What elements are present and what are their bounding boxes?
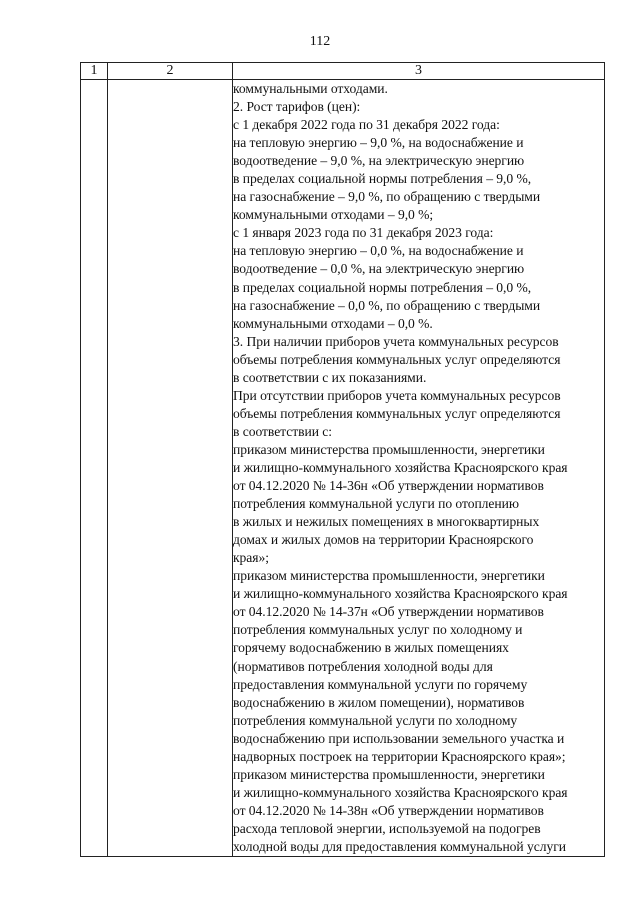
- page-number: 112: [309, 34, 331, 49]
- column-header-3: 3: [233, 63, 605, 80]
- text-line: с 1 января 2023 года по 31 декабря 2023 года:: [233, 225, 494, 241]
- text-line: приказом министерства промышленности, энергетики: [233, 568, 545, 584]
- text-line: на тепловую энергию – 0,0 %, на водоснабжение и: [233, 243, 524, 259]
- column-1-cell: [81, 80, 108, 857]
- text-line: 2. Рост тарифов (цен):: [233, 99, 361, 115]
- text-line: объемы потребления коммунальных услуг определяются: [233, 351, 561, 367]
- text-line: с 1 декабря 2022 года по 31 декабря 2022 года:: [233, 117, 500, 133]
- text-line: домах и жилых домов на территории Красноярского: [233, 532, 534, 548]
- column-header-1: 1: [81, 63, 108, 80]
- text-line: объемы потребления коммунальных услуг определяются: [233, 405, 561, 421]
- text-line: и жилищно-коммунального хозяйства Красноярского края: [233, 459, 568, 475]
- text-line: на газоснабжение – 9,0 %, по обращению с твердыми: [233, 189, 541, 205]
- text-line: холодной воды для предоставления коммунальной услуги: [233, 838, 566, 854]
- text-line: водоотведение – 0,0 %, на электрическую энергию: [233, 261, 525, 277]
- text-line: горячему водоснабжению в жилых помещениях: [233, 640, 509, 656]
- text-line: в пределах социальной нормы потребления – 0,0 %,: [233, 279, 532, 295]
- text-line: в соответствии с:: [233, 423, 332, 439]
- text-line: коммунальными отходами.: [233, 81, 388, 96]
- text-line: в пределах социальной нормы потребления – 9,0 %,: [233, 171, 532, 187]
- text-line: на тепловую энергию – 9,0 %, на водоснабжение и: [233, 135, 524, 151]
- text-line: и жилищно-коммунального хозяйства Красноярского края: [233, 586, 568, 602]
- text-line: водоснабжению в жилом помещении), нормативов: [233, 694, 525, 710]
- text-line: от 04.12.2020 № 14-36н «Об утверждении нормативов: [233, 478, 544, 494]
- text-line: 3. При наличии приборов учета коммунальных ресурсов: [233, 333, 559, 349]
- text-line: в жилых и нежилых помещениях в многоквартирных: [233, 514, 540, 530]
- text-line: надворных построек на территории Красноярского края»;: [233, 748, 566, 764]
- text-line: приказом министерства промышленности, энергетики: [233, 766, 545, 782]
- text-line: приказом министерства промышленности, энергетики: [233, 441, 545, 457]
- text-line: потребления коммунальных услуг по холодному и: [233, 622, 523, 638]
- text-line: предоставления коммунальной услуги по горячему: [233, 676, 528, 692]
- table-header-row: [81, 63, 605, 80]
- text-line: в соответствии с их показаниями.: [233, 369, 427, 385]
- text-line: водоотведение – 9,0 %, на электрическую энергию: [233, 153, 525, 169]
- text-line: расхода тепловой энергии, используемой на подогрев: [233, 820, 541, 836]
- document-table: [80, 62, 605, 857]
- text-line: потребления коммунальной услуги по холодному: [233, 712, 518, 728]
- text-line: и жилищно-коммунального хозяйства Красноярского края: [233, 784, 568, 800]
- text-line: на газоснабжение – 0,0 %, по обращению с твердыми: [233, 297, 541, 313]
- text-line: от 04.12.2020 № 14-37н «Об утверждении нормативов: [233, 604, 544, 620]
- text-line: края»;: [233, 550, 269, 566]
- table-row: [81, 80, 605, 857]
- column-header-2: 2: [108, 63, 233, 80]
- text-line: (нормативов потребления холодной воды для: [233, 658, 493, 674]
- text-line: потребления коммунальной услуги по отоплению: [233, 496, 519, 512]
- text-line: водоснабжению при использовании земельного участка и: [233, 730, 565, 746]
- text-line: от 04.12.2020 № 14-38н «Об утверждении нормативов: [233, 802, 544, 818]
- text-line: При отсутствии приборов учета коммунальных ресурсов: [233, 387, 561, 403]
- text-line: коммунальными отходами – 0,0 %.: [233, 315, 433, 331]
- text-line: коммунальными отходами – 9,0 %;: [233, 207, 434, 223]
- column-3-content: [233, 80, 605, 857]
- column-2-cell: [108, 80, 233, 857]
